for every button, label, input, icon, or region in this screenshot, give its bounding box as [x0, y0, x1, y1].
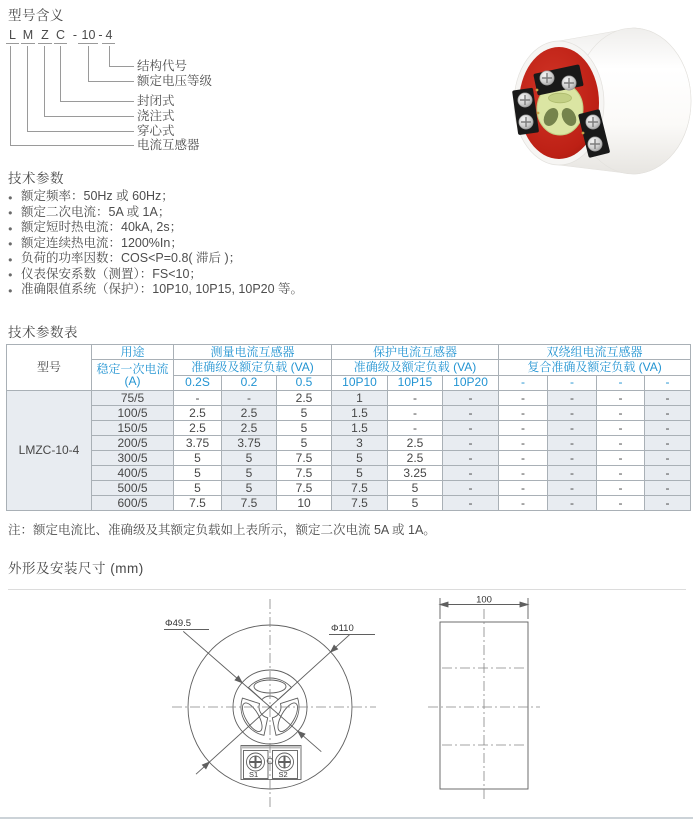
load-value-cell: -: [548, 466, 597, 481]
model-code-char: Z: [41, 28, 49, 42]
col-header-usage: 用途: [92, 345, 174, 360]
load-value-cell: -: [443, 436, 499, 451]
group-header-dual: 双绕组电流互感器: [499, 345, 691, 360]
model-code-char: M: [22, 28, 34, 42]
class-col: -: [597, 375, 645, 391]
terminal-s1-label: S1: [249, 770, 259, 779]
load-value-cell: 3.75: [222, 436, 277, 451]
load-value-cell: -: [443, 496, 499, 511]
subheader-protect: 准确级及额定负载 (VA): [332, 360, 499, 376]
load-value-cell: 3.25: [388, 466, 443, 481]
load-value-cell: -: [388, 406, 443, 421]
tech-param-item: ● 额定短时热电流：40kA, 2s；: [8, 220, 303, 236]
load-value-cell: 5: [388, 496, 443, 511]
current-ratio-cell: 200/5: [92, 436, 174, 451]
underline: [78, 43, 98, 44]
load-value-cell: 1: [332, 391, 388, 406]
dimension-drawing: [0, 595, 693, 817]
code-label: 电流互感器: [137, 138, 200, 152]
inner-diameter-label: Φ49.5: [165, 618, 192, 629]
load-value-cell: -: [645, 436, 691, 451]
current-ratio-cell: 75/5: [92, 391, 174, 406]
load-value-cell: -: [548, 421, 597, 436]
load-value-cell: 2.5: [388, 451, 443, 466]
class-col: 0.2S: [174, 375, 222, 391]
current-ratio-cell: 100/5: [92, 406, 174, 421]
load-value-cell: 2.5: [174, 421, 222, 436]
load-value-cell: 5: [222, 466, 277, 481]
load-value-cell: -: [443, 466, 499, 481]
model-value-cell: LMZC-10-4: [7, 391, 92, 511]
product-photo: [497, 23, 693, 180]
load-value-cell: -: [499, 436, 548, 451]
width-dimension-label: 100: [476, 595, 492, 606]
load-value-cell: -: [597, 406, 645, 421]
load-value-cell: -: [645, 481, 691, 496]
tech-param-item: ● 准确限值系统（保护）：10P10, 10P15, 10P20 等。: [8, 282, 303, 298]
table-row: [7, 421, 691, 436]
current-ratio-cell: 600/5: [92, 496, 174, 511]
class-col: 0.5: [277, 375, 332, 391]
section-heading-dimensions: 外形及安装尺寸 (mm): [8, 561, 144, 576]
header-row-groups: [7, 345, 691, 360]
load-value-cell: -: [443, 421, 499, 436]
current-ratio-cell: 150/5: [92, 421, 174, 436]
load-value-cell: 10: [277, 496, 332, 511]
load-value-cell: -: [597, 481, 645, 496]
load-value-cell: -: [499, 496, 548, 511]
load-value-cell: -: [388, 421, 443, 436]
model-code-char: -: [72, 28, 78, 42]
load-value-cell: -: [597, 421, 645, 436]
load-value-cell: 5: [332, 466, 388, 481]
load-value-cell: -: [597, 436, 645, 451]
code-label: 封闭式: [137, 94, 175, 108]
load-value-cell: 5: [332, 451, 388, 466]
load-value-cell: -: [499, 451, 548, 466]
ct-cylinder: [512, 28, 691, 174]
class-col: 0.2: [222, 375, 277, 391]
load-value-cell: -: [499, 466, 548, 481]
code-label: 额定电压等级: [137, 74, 213, 88]
load-value-cell: -: [597, 496, 645, 511]
load-value-cell: -: [645, 451, 691, 466]
table-row: [7, 436, 691, 451]
underline: [21, 43, 35, 44]
load-value-cell: 5: [277, 436, 332, 451]
col-header-primary-current: [92, 360, 174, 391]
load-value-cell: -: [443, 406, 499, 421]
class-col: 10P15: [388, 375, 443, 391]
current-ratio-cell: 500/5: [92, 481, 174, 496]
connector-line: [10, 46, 134, 146]
tech-param-item: ● 负荷的功率因数：COS<P=0.8( 滞后 )；: [8, 251, 303, 267]
terminal-s2-label: S2: [278, 770, 288, 779]
class-col: 10P20: [443, 375, 499, 391]
load-value-cell: 5: [174, 466, 222, 481]
load-value-cell: 3: [332, 436, 388, 451]
load-value-cell: -: [499, 421, 548, 436]
tech-param-item: ● 仪表保安系数（测置）：FS<10；: [8, 267, 303, 283]
class-col: 10P10: [332, 375, 388, 391]
model-code-char: C: [55, 28, 66, 42]
class-col: -: [499, 375, 548, 391]
load-value-cell: 7.5: [222, 496, 277, 511]
current-ratio-cell: 300/5: [92, 451, 174, 466]
load-value-cell: 5: [222, 451, 277, 466]
load-value-cell: -: [499, 406, 548, 421]
header-row-subtitles: [7, 360, 691, 376]
code-label: 穿心式: [137, 124, 175, 138]
section-heading-model-meaning: 型号含义: [8, 8, 64, 23]
table-row: [7, 496, 691, 511]
class-col: -: [645, 375, 691, 391]
load-value-cell: -: [645, 406, 691, 421]
group-header-protect: 保护电流互感器: [332, 345, 499, 360]
load-value-cell: -: [222, 391, 277, 406]
load-value-cell: 2.5: [277, 391, 332, 406]
section-heading-spec-table: 技术参数表: [8, 325, 78, 340]
primary-current-unit: (A): [124, 374, 141, 388]
table-row: [7, 466, 691, 481]
model-code-char: 10: [81, 28, 96, 42]
load-value-cell: 5: [222, 481, 277, 496]
load-value-cell: 7.5: [332, 481, 388, 496]
model-code-char: -: [98, 28, 103, 42]
tech-params-list: [8, 189, 303, 298]
load-value-cell: -: [174, 391, 222, 406]
outer-diameter-label: Φ110: [331, 623, 354, 634]
load-value-cell: 2.5: [388, 436, 443, 451]
load-value-cell: -: [548, 391, 597, 406]
underline: [54, 43, 67, 44]
tech-param-item: ● 额定连续热电流：1200%In；: [8, 236, 303, 252]
load-value-cell: 2.5: [174, 406, 222, 421]
load-value-cell: 7.5: [277, 466, 332, 481]
model-code-diagram: [8, 28, 348, 158]
load-value-cell: -: [645, 391, 691, 406]
spec-table-body: [7, 391, 691, 511]
table-row: [7, 391, 691, 406]
load-value-cell: -: [499, 391, 548, 406]
load-value-cell: -: [443, 391, 499, 406]
col-header-model: 型号: [7, 345, 92, 391]
load-value-cell: -: [597, 466, 645, 481]
load-value-cell: -: [548, 406, 597, 421]
underline: [6, 43, 19, 44]
load-value-cell: -: [443, 451, 499, 466]
model-code-char: L: [9, 28, 16, 42]
underline: [102, 43, 115, 44]
load-value-cell: -: [597, 451, 645, 466]
bottom-divider: [0, 817, 693, 819]
load-value-cell: 5: [388, 481, 443, 496]
load-value-cell: 5: [277, 406, 332, 421]
load-value-cell: -: [548, 436, 597, 451]
load-value-cell: 7.5: [174, 496, 222, 511]
load-value-cell: -: [548, 496, 597, 511]
load-value-cell: 5: [174, 481, 222, 496]
load-value-cell: -: [645, 496, 691, 511]
class-col: -: [548, 375, 597, 391]
load-value-cell: 7.5: [277, 451, 332, 466]
tech-param-item: ● 额定二次电流：5A 或 1A；: [8, 205, 303, 221]
load-value-cell: 7.5: [277, 481, 332, 496]
model-code-char: 4: [105, 28, 113, 42]
group-header-measure: 测量电流互感器: [174, 345, 332, 360]
load-value-cell: -: [597, 391, 645, 406]
load-value-cell: 7.5: [332, 496, 388, 511]
current-ratio-cell: 400/5: [92, 466, 174, 481]
divider: [8, 589, 686, 590]
table-row: [7, 481, 691, 496]
load-value-cell: -: [548, 481, 597, 496]
load-value-cell: 1.5: [332, 421, 388, 436]
load-value-cell: 3.75: [174, 436, 222, 451]
subheader-measure: 准确级及额定负载 (VA): [174, 360, 332, 376]
trefoil-window: [234, 692, 274, 740]
load-value-cell: -: [645, 421, 691, 436]
code-label: 结构代号: [137, 59, 188, 73]
subheader-dual: 复合准确及额定负载 (VA): [499, 360, 691, 376]
table-note: 注：额定电流比、准确级及其额定负载如上表所示，额定二次电流 5A 或 1A。: [8, 523, 436, 537]
spec-table: [6, 344, 691, 511]
load-value-cell: -: [443, 481, 499, 496]
code-label: 浇注式: [137, 109, 175, 123]
underline: [38, 43, 52, 44]
tech-param-item: ● 额定频率：50Hz 或 60Hz；: [8, 189, 303, 205]
load-value-cell: 1.5: [332, 406, 388, 421]
table-row: [7, 406, 691, 421]
section-heading-tech-params: 技术参数: [8, 171, 64, 186]
load-value-cell: 5: [174, 451, 222, 466]
load-value-cell: -: [645, 466, 691, 481]
load-value-cell: -: [499, 481, 548, 496]
load-value-cell: -: [388, 391, 443, 406]
primary-current-label: 稳定一次电流: [96, 362, 169, 376]
load-value-cell: 2.5: [222, 421, 277, 436]
load-value-cell: 5: [277, 421, 332, 436]
table-row: [7, 451, 691, 466]
load-value-cell: 2.5: [222, 406, 277, 421]
load-value-cell: -: [548, 451, 597, 466]
